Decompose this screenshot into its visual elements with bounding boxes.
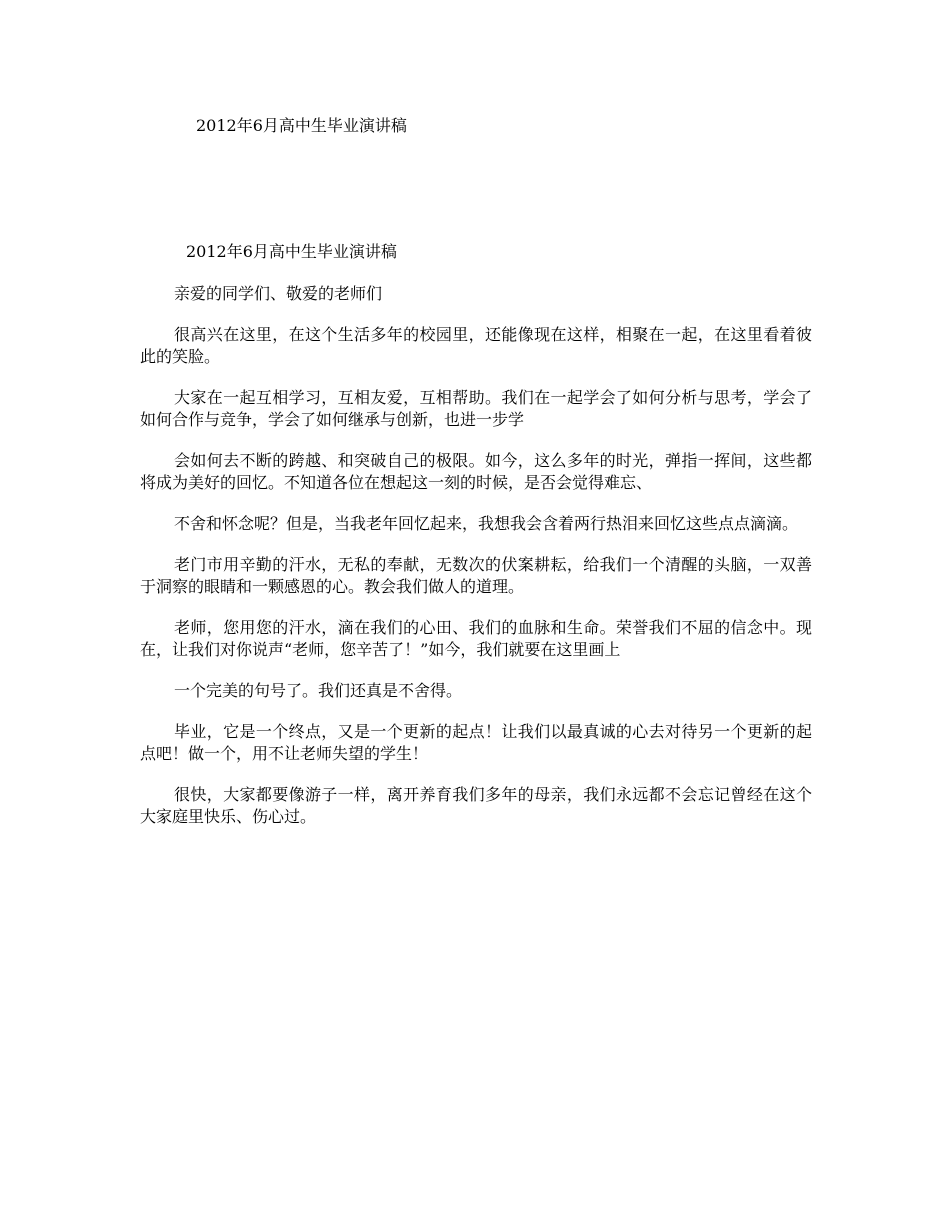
paragraph: 会如何去不断的跨越、和突破自己的极限。如今，这么多年的时光，弹指一挥间，这些都将成为美好的回忆。不知道各位在想起这一刻的时候，是否会觉得难忘、 [140,451,812,492]
page-title: 2012年6月高中生毕业演讲稿 [196,116,407,135]
paragraph: 老师，您用您的汗水，滴在我们的心田、我们的血脉和生命。荣誉我们不屈的信念中。现在，让我们对你说声“老师，您辛苦了！”如今，我们就要在这里画上 [140,618,812,659]
paragraph: 一个完美的句号了。我们还真是不舍得。 [174,681,463,700]
document-body [140,240,812,847]
paragraph-greeting: 亲爱的同学们、敬爱的老师们 [174,284,383,303]
paragraph: 大家在一起互相学习，互相友爱，互相帮助。我们在一起学会了如何分析与思考，学会了如何合作与竞争，学会了如何继承与创新，也进一步学 [140,388,812,429]
document-subtitle: 2012年6月高中生毕业演讲稿 [186,242,397,261]
paragraph: 很快，大家都要像游子一样，离开养育我们多年的母亲，我们永远都不会忘记曾经在这个大家庭里快乐、伤心过。 [140,785,812,826]
paragraph: 毕业，它是一个终点，又是一个更新的起点！让我们以最真诚的心去对待另一个更新的起点吧！做一个，用不让老师失望的学生！ [140,722,812,763]
paragraph: 不舍和怀念呢？但是，当我老年回忆起来，我想我会含着两行热泪来回忆这些点点滴滴。 [174,514,799,533]
paragraph: 老门市用辛勤的汗水，无私的奉献，无数次的伏案耕耘，给我们一个清醒的头脑，一双善于洞察的眼睛和一颗感恩的心。教会我们做人的道理。 [140,555,812,596]
paragraph: 很高兴在这里，在这个生活多年的校园里，还能像现在这样，相聚在一起，在这里看着彼此的笑脸。 [140,325,812,366]
